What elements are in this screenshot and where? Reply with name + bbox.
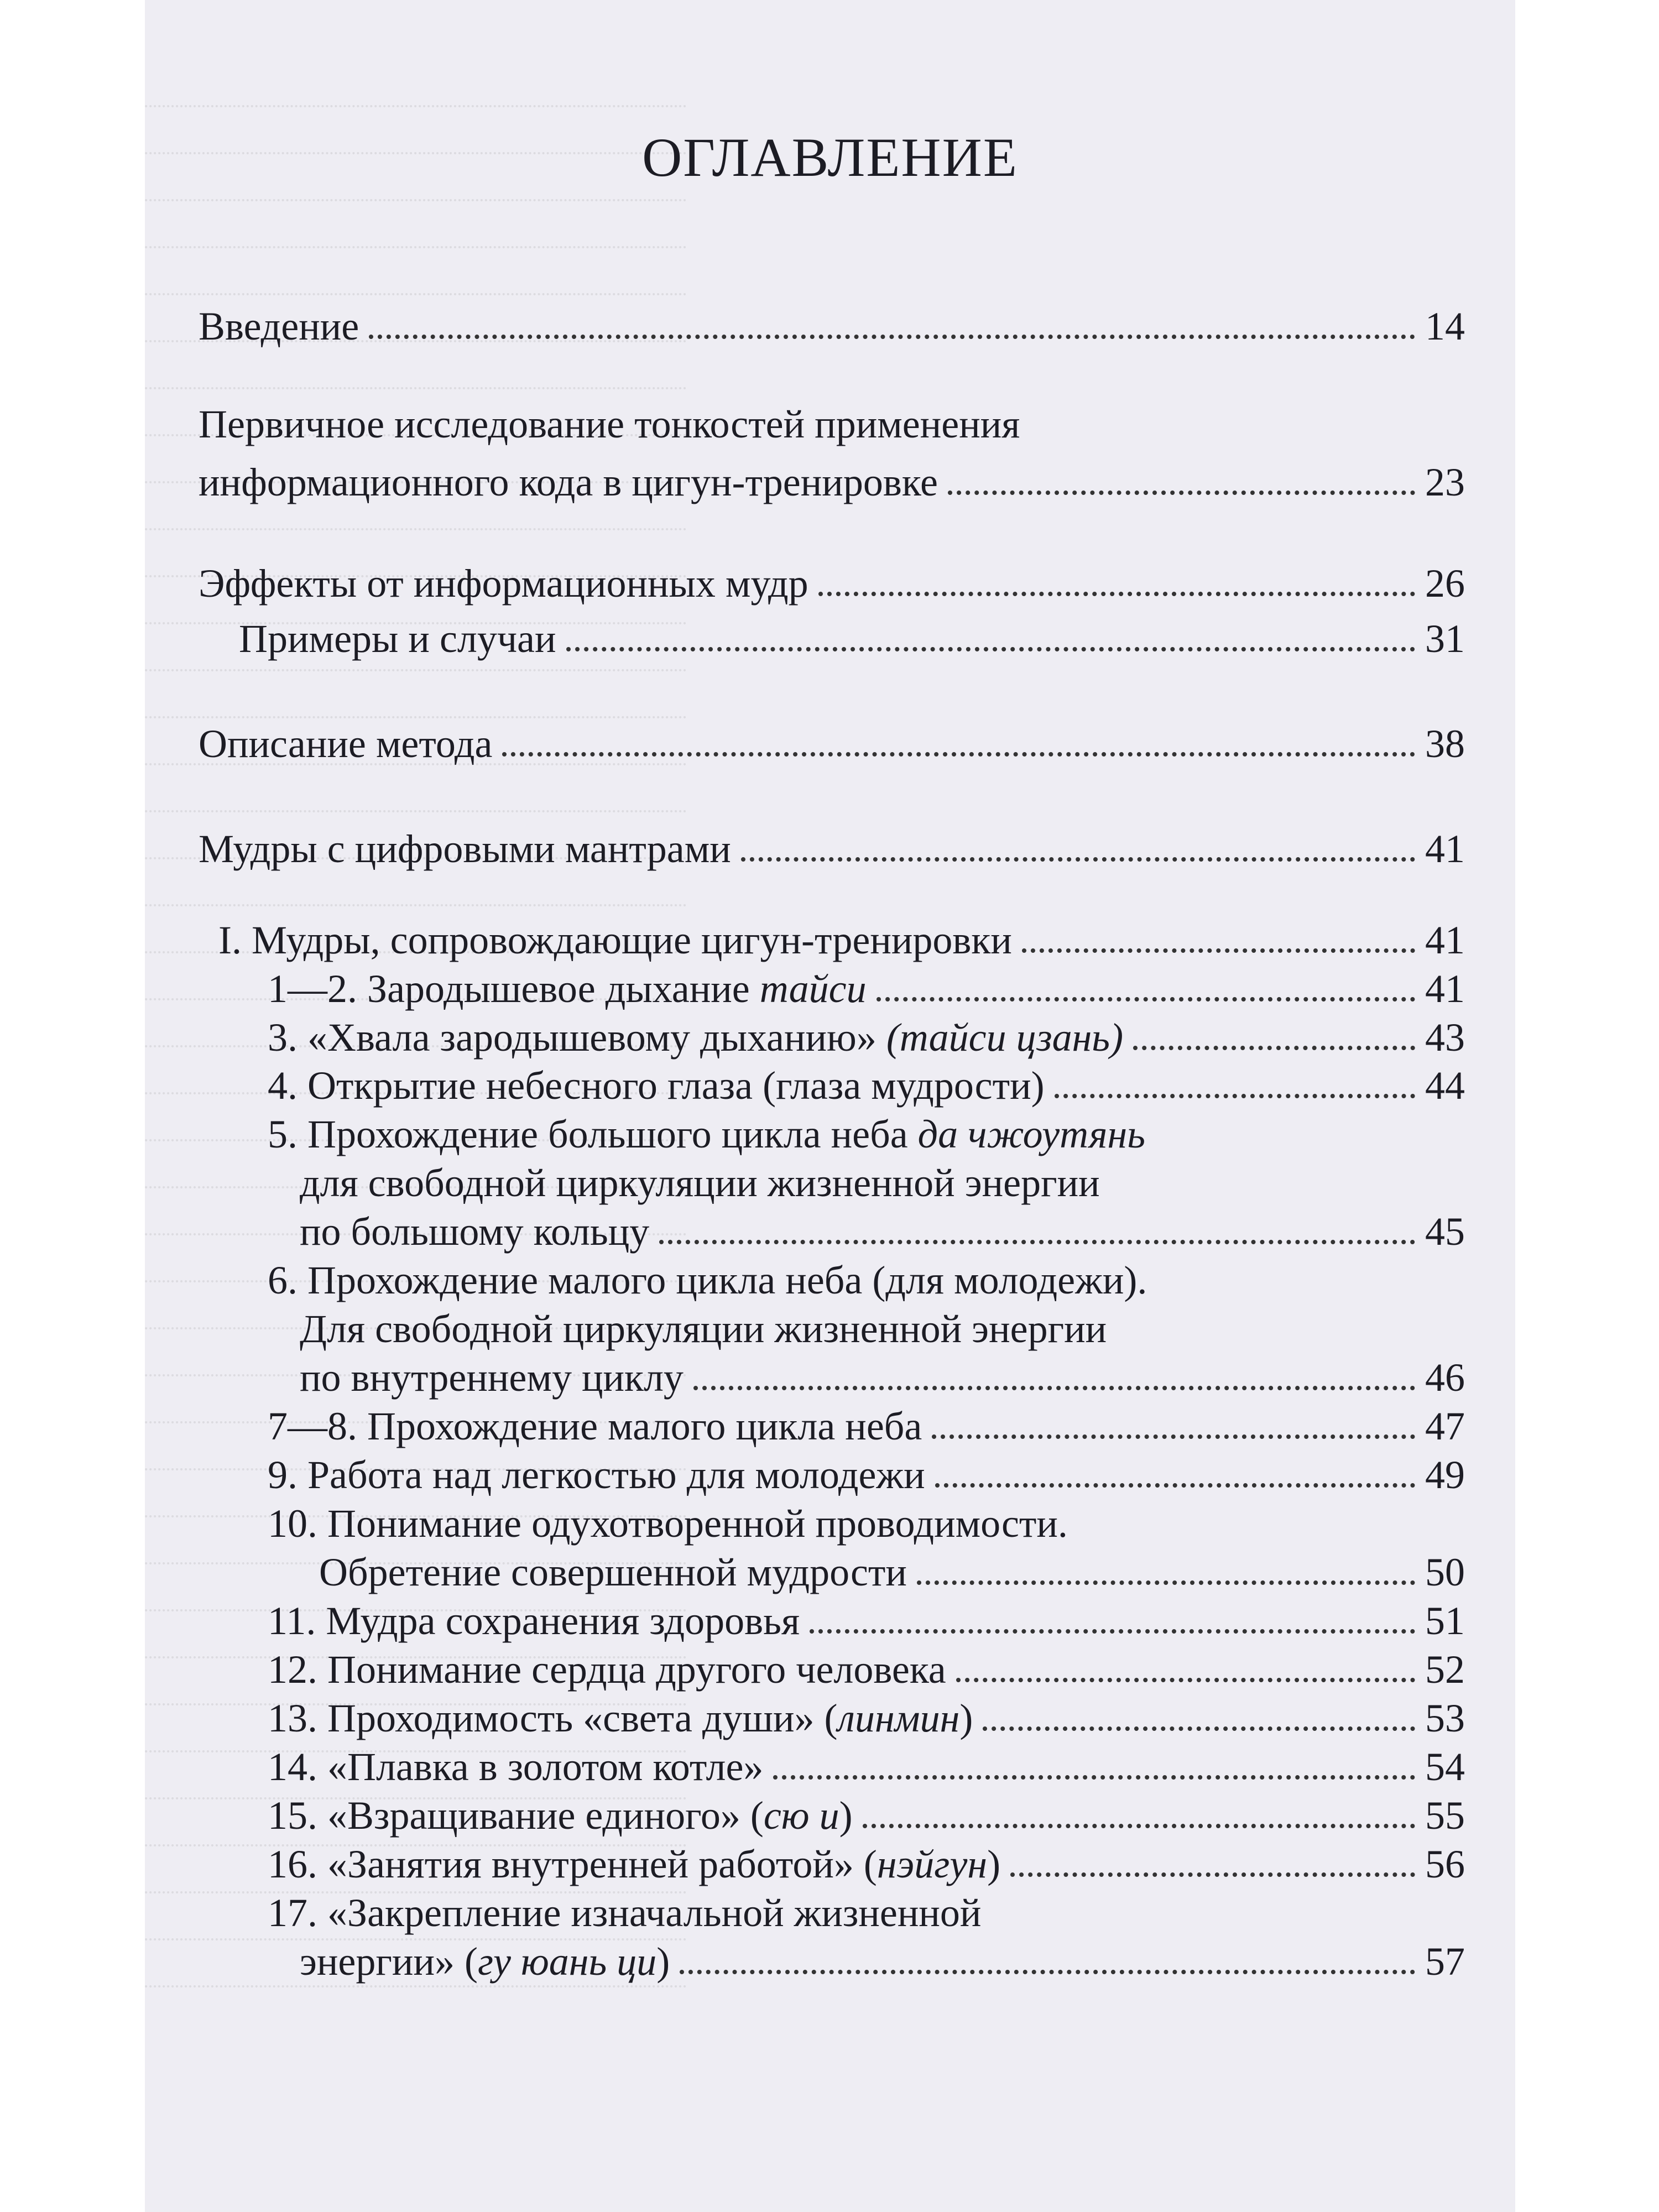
toc-entry-title: энергии» (гу юань ци) [300,1939,670,1984]
toc-entry [319,1547,1465,1597]
dot-leader [948,491,1415,495]
toc-entry [199,559,1465,608]
toc-page-number: 45 [1425,1209,1465,1254]
toc-entry-title: по большому кольцу [300,1209,650,1254]
toc-page-number: 46 [1425,1355,1465,1400]
dot-leader [1022,948,1415,953]
toc-entry [268,1693,1465,1743]
dot-leader [566,647,1415,651]
toc-page-number: 55 [1425,1793,1465,1838]
dot-leader [369,335,1415,339]
toc-entry [268,1742,1465,1792]
toc-page-number: 41 [1425,827,1465,871]
toc-entry-title: Описание метода [199,722,493,766]
toc-entry [268,1839,1465,1889]
book-page [145,0,1515,2212]
dot-leader [693,1386,1415,1390]
dot-leader [935,1483,1415,1488]
toc-entry [239,614,1465,664]
toc-page-number: 51 [1425,1599,1465,1643]
toc-page-number: 50 [1425,1550,1465,1594]
toc-page-number: 31 [1425,617,1465,661]
dot-leader [1010,1872,1415,1877]
toc-entry [199,399,1020,449]
dot-leader [983,1726,1415,1731]
toc-entry-title: 10. Понимание одухотворенной проводимости. [268,1501,1068,1546]
dot-leader [1133,1046,1415,1050]
toc-page-number: 54 [1425,1745,1465,1789]
toc-page-number: 57 [1425,1939,1465,1984]
toc-entry-title: по внутреннему циклу [300,1355,684,1400]
toc-page-number: 53 [1425,1696,1465,1740]
toc-entry [268,1401,1465,1451]
dot-leader [917,1580,1415,1585]
toc-entry [268,1450,1465,1500]
toc-entry [268,964,1465,1014]
toc-entry-title: 13. Проходимость «света души» (линмин) [268,1696,973,1740]
toc-page-number: 47 [1425,1404,1465,1448]
toc-page-number: 26 [1425,561,1465,606]
toc-entry-title: 14. «Плавка в золотом котле» [268,1745,764,1789]
toc-entry [300,1937,1465,1986]
toc-entry [268,1888,981,1938]
toc-entry [199,457,1465,507]
page-title: ОГЛАВЛЕНИЕ [642,127,1018,188]
toc-page-number: 14 [1425,304,1465,348]
dot-leader [1055,1094,1415,1098]
toc-entry [199,719,1465,769]
toc-entry [268,1109,1145,1159]
dot-leader [818,592,1415,596]
toc-entry [300,1304,1107,1354]
toc-page-number: 49 [1425,1453,1465,1497]
toc-entry [300,1158,1100,1208]
toc-entry-title: для свободной циркуляции жизненной энергии [300,1161,1100,1205]
toc-entry-title: I. Мудры, сопровождающие цигун-тренировки [218,918,1012,962]
dot-leader [680,1970,1415,1974]
toc-page-number: 38 [1425,722,1465,766]
dot-leader [932,1434,1415,1439]
toc-entry-title: 1—2. Зародышевое дыхание тайси [268,967,867,1011]
toc-entry [218,915,1465,965]
toc-entry-title: Первичное исследование тонкостей применения [199,402,1020,446]
toc-page-number: 43 [1425,1015,1465,1060]
dot-leader [810,1629,1415,1634]
toc-entry [199,824,1465,874]
toc-page-number: 23 [1425,460,1465,504]
toc-entry-title: 3. «Хвала зародышевому дыханию» (тайси цзань) [268,1015,1124,1060]
toc-entry-title: Примеры и случаи [239,617,556,661]
toc-entry [268,1499,1068,1548]
toc-entry-title: 16. «Занятия внутренней работой» (нэйгун) [268,1842,1001,1886]
dot-leader [863,1824,1415,1828]
toc-entry [268,1596,1465,1646]
toc-entry [268,1013,1465,1062]
dot-leader [956,1678,1415,1682]
toc-entry [268,1061,1465,1110]
dot-leader [502,752,1415,757]
toc-entry [268,1791,1465,1840]
toc-entry-title: 12. Понимание сердца другого человека [268,1647,946,1692]
toc-entry [268,1255,1147,1305]
toc-entry-title: Эффекты от информационных мудр [199,561,808,606]
toc-entry [300,1353,1465,1402]
toc-entry-title: Обретение совершенной мудрости [319,1550,907,1594]
dot-leader [773,1775,1415,1780]
toc-entry-title: 6. Прохождение малого цикла неба (для молодежи). [268,1258,1147,1302]
toc-entry-title: Для свободной циркуляции жизненной энергии [300,1307,1107,1351]
toc-entry-title: 9. Работа над легкостью для молодежи [268,1453,925,1497]
toc-page-number: 44 [1425,1063,1465,1108]
toc-entry-title: информационного кода в цигун-тренировке [199,460,938,504]
toc-page-number: 56 [1425,1842,1465,1886]
toc-entry-title: 7—8. Прохождение малого цикла неба [268,1404,922,1448]
toc-page-number: 41 [1425,918,1465,962]
toc-entry-title: 5. Прохождение большого цикла неба да чжоутянь [268,1112,1145,1156]
dot-leader [659,1240,1415,1244]
toc-entry-title: 11. Мудра сохранения здоровья [268,1599,800,1643]
toc-entry-title: 17. «Закрепление изначальной жизненной [268,1891,982,1935]
toc-entry [300,1207,1465,1256]
toc-entry [268,1645,1465,1694]
dot-leader [877,997,1415,1001]
toc-entry-title: Введение [199,304,359,348]
toc-entry-title: 15. «Взращивание единого» (сю и) [268,1793,853,1838]
toc-page-number: 41 [1425,967,1465,1011]
toc-entry-title: Мудры с цифровыми мантрами [199,827,731,871]
toc-entry [199,301,1465,351]
dot-leader [741,857,1415,862]
toc-entry-title: 4. Открытие небесного глаза (глаза мудрости) [268,1063,1045,1108]
toc-page-number: 52 [1425,1647,1465,1692]
